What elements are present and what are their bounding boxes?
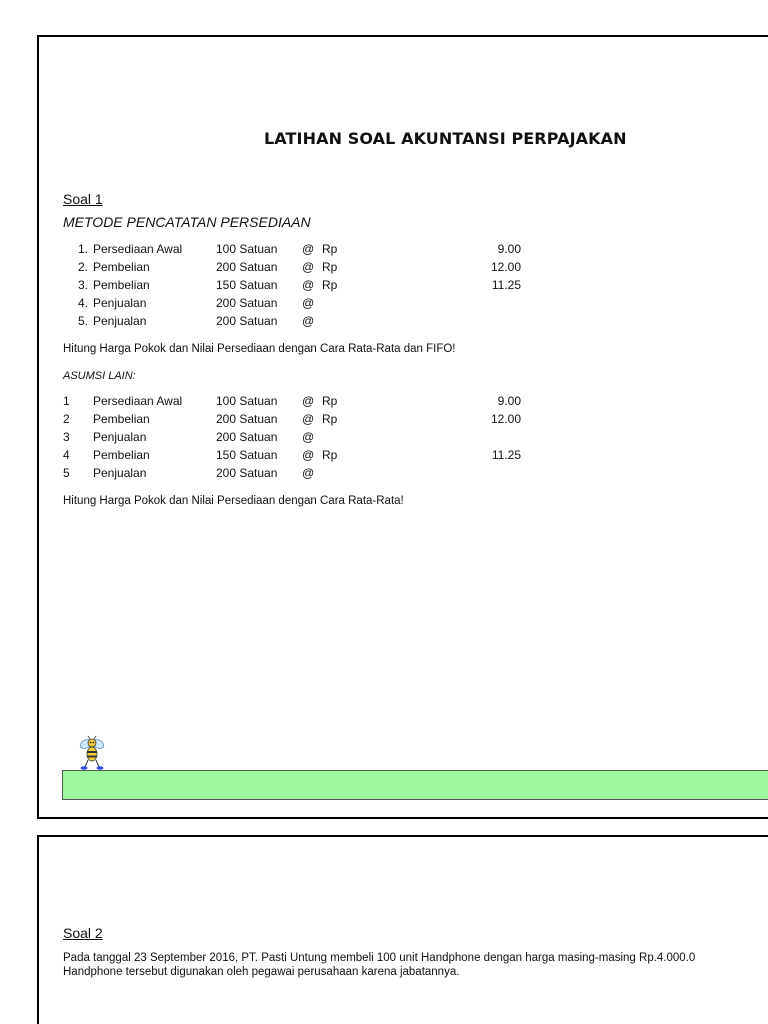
row-number: 5 <box>63 466 70 480</box>
row-item: Persediaan Awal <box>93 242 183 256</box>
soal-1-subtitle: METODE PENCATATAN PERSEDIAAN <box>63 214 311 230</box>
soal-1-heading: Soal 1 <box>63 191 103 207</box>
asumsi-label: ASUMSI LAIN: <box>63 370 136 382</box>
row-number: 1. <box>77 242 88 256</box>
row-quantity: 200 Satuan <box>216 430 278 444</box>
row-currency: Rp <box>322 448 338 462</box>
row-quantity: 200 Satuan <box>216 296 278 310</box>
bee-icon <box>77 735 107 771</box>
row-item: Pembelian <box>93 260 150 274</box>
green-footer-bar <box>62 770 768 800</box>
row-item: Persediaan Awal <box>93 394 183 408</box>
instruction-2: Hitung Harga Pokok dan Nilai Persediaan dengan Cara Rata-Rata! <box>63 495 404 507</box>
row-quantity: 200 Satuan <box>216 466 278 480</box>
row-item: Pembelian <box>93 278 150 292</box>
row-price: 9.00 <box>497 394 521 408</box>
table-row <box>63 242 543 260</box>
row-number: 4. <box>77 296 88 310</box>
table-row <box>63 296 543 314</box>
row-quantity: 100 Satuan <box>216 242 278 256</box>
row-item: Penjualan <box>93 296 147 310</box>
row-quantity: 200 Satuan <box>216 260 278 274</box>
row-currency: Rp <box>322 260 338 274</box>
table-row <box>63 448 543 466</box>
row-price: 12.00 <box>490 412 521 426</box>
row-number: 1 <box>63 394 70 408</box>
document-title: LATIHAN SOAL AKUNTANSI PERPAJAKAN <box>264 129 627 148</box>
table-row <box>63 412 543 430</box>
row-number: 3. <box>77 278 88 292</box>
row-item: Pembelian <box>93 412 150 426</box>
table-row <box>63 260 543 278</box>
row-item: Pembelian <box>93 448 150 462</box>
row-quantity: 100 Satuan <box>216 394 278 408</box>
row-quantity: 150 Satuan <box>216 448 278 462</box>
row-quantity: 200 Satuan <box>216 314 278 328</box>
row-at-sign: @ <box>302 296 315 310</box>
table-row <box>63 430 543 448</box>
row-price: 11.25 <box>491 448 521 462</box>
row-currency: Rp <box>322 278 338 292</box>
row-number: 4 <box>63 448 70 462</box>
soal-2-text-line-2: Handphone tersebut digunakan oleh pegawai perusahaan karena jabatannya. <box>63 966 460 978</box>
row-currency: Rp <box>322 412 338 426</box>
row-currency: Rp <box>322 242 338 256</box>
row-at-sign: @ <box>302 412 315 426</box>
row-number: 5. <box>77 314 88 328</box>
row-item: Penjualan <box>93 430 147 444</box>
row-at-sign: @ <box>302 430 315 444</box>
row-number: 2. <box>77 260 88 274</box>
row-price: 12.00 <box>490 260 521 274</box>
row-item: Penjualan <box>93 314 147 328</box>
row-at-sign: @ <box>302 466 315 480</box>
row-at-sign: @ <box>302 242 315 256</box>
row-quantity: 150 Satuan <box>216 278 278 292</box>
worksheet-page-1 <box>37 35 768 819</box>
row-at-sign: @ <box>302 448 315 462</box>
row-currency: Rp <box>322 394 338 408</box>
row-number: 2 <box>63 412 70 426</box>
worksheet-page-2 <box>37 835 768 1024</box>
table-row <box>63 278 543 296</box>
table-row <box>63 466 543 484</box>
row-price: 11.25 <box>491 278 521 292</box>
table-row <box>63 314 543 332</box>
soal-2-text-line-1: Pada tanggal 23 September 2016, PT. Pasti Untung membeli 100 unit Handphone dengan harga masing-masing Rp.4.000.0 <box>63 952 696 964</box>
table-row <box>63 394 543 412</box>
row-quantity: 200 Satuan <box>216 412 278 426</box>
row-at-sign: @ <box>302 260 315 274</box>
row-at-sign: @ <box>302 314 315 328</box>
instruction-1: Hitung Harga Pokok dan Nilai Persediaan dengan Cara Rata-Rata dan FIFO! <box>63 343 456 355</box>
row-at-sign: @ <box>302 278 315 292</box>
row-price: 9.00 <box>497 242 521 256</box>
row-item: Penjualan <box>93 466 147 480</box>
soal-2-heading: Soal 2 <box>63 925 103 941</box>
row-number: 3 <box>63 430 70 444</box>
row-at-sign: @ <box>302 394 315 408</box>
